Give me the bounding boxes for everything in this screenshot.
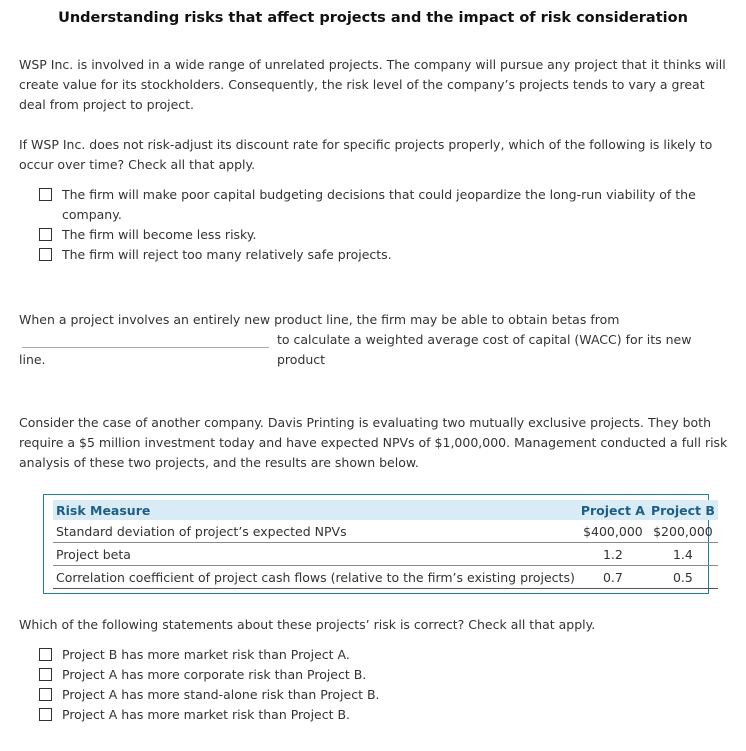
project-b-value: $200,000 — [648, 520, 718, 543]
q3-option[interactable] — [39, 645, 719, 665]
q3-option-label: Project A has more corporate risk than Project B. — [62, 667, 367, 682]
q3-option[interactable] — [39, 665, 719, 685]
header-project-a: Project A — [578, 500, 648, 520]
q1-option[interactable] — [39, 245, 719, 265]
davis-paragraph: Consider the case of another company. Davis Printing is evaluating two mutually exclusive projects. They both require a $5 million investment today and have expected NPVs of $1,000,000. Management conducted a full risk analysis of these two projects, and the results are shown below. — [19, 415, 728, 470]
q1-option-label: The firm will make poor capital budgeting decisions that could jeopardize the long-run viability of the company. — [62, 187, 696, 222]
page-title: Understanding risks that affect projects and the impact of risk consideration — [58, 10, 688, 26]
table-row — [53, 543, 718, 566]
risk-table — [53, 500, 718, 589]
checkbox[interactable] — [39, 648, 52, 661]
risk-table-box — [43, 494, 715, 594]
q1-option-label: The firm will become less risky. — [62, 227, 257, 242]
q2-text-tail: line. — [19, 352, 46, 367]
q3-checklist — [39, 645, 719, 725]
checkbox[interactable] — [39, 228, 52, 241]
q3-option-label: Project A has more market risk than Project B. — [62, 707, 351, 722]
q1-option[interactable] — [39, 225, 719, 245]
table-row — [53, 566, 718, 589]
project-a-value: $400,000 — [578, 520, 648, 543]
project-b-value: 0.5 — [648, 566, 718, 589]
q2-blank-input[interactable] — [22, 347, 269, 348]
q3-prompt: Which of the following statements about these projects’ risk is correct? Check all that apply. — [19, 617, 596, 632]
checkbox[interactable] — [39, 708, 52, 721]
table-header-row — [53, 500, 718, 520]
q2-text-before: When a project involves an entirely new product line, the firm may be able to obtain betas from — [19, 312, 620, 327]
q3-option[interactable] — [39, 705, 719, 725]
checkbox[interactable] — [39, 188, 52, 201]
q3-option[interactable] — [39, 685, 719, 705]
header-risk-measure: Risk Measure — [53, 500, 578, 520]
q1-checklist — [39, 185, 719, 265]
row-label: Standard deviation of project’s expected NPVs — [53, 520, 578, 543]
table-row — [53, 520, 718, 543]
q2-text-after: to calculate a weighted average cost of capital (WACC) for its new product — [277, 332, 692, 367]
checkbox[interactable] — [39, 688, 52, 701]
row-label: Correlation coefficient of project cash flows (relative to the firm’s existing projects) — [53, 566, 578, 589]
project-a-value: 1.2 — [578, 543, 648, 566]
q3-option-label: Project B has more market risk than Project A. — [62, 647, 350, 662]
q1-option-label: The firm will reject too many relatively safe projects. — [62, 247, 392, 262]
q3-option-label: Project A has more stand-alone risk than Project B. — [62, 687, 380, 702]
checkbox[interactable] — [39, 668, 52, 681]
intro-paragraph: WSP Inc. is involved in a wide range of unrelated projects. The company will pursue any project that it thinks will create value for its stockholders. Consequently, the risk level of the company’s projects tends to vary a great deal from project to project. — [19, 57, 726, 112]
checkbox[interactable] — [39, 248, 52, 261]
project-b-value: 1.4 — [648, 543, 718, 566]
project-a-value: 0.7 — [578, 566, 648, 589]
q1-prompt: If WSP Inc. does not risk-adjust its discount rate for specific projects properly, which of the following is likely to occur over time? Check all that apply. — [19, 137, 713, 172]
q1-option[interactable] — [39, 185, 719, 225]
row-label: Project beta — [53, 543, 578, 566]
header-project-b: Project B — [648, 500, 718, 520]
